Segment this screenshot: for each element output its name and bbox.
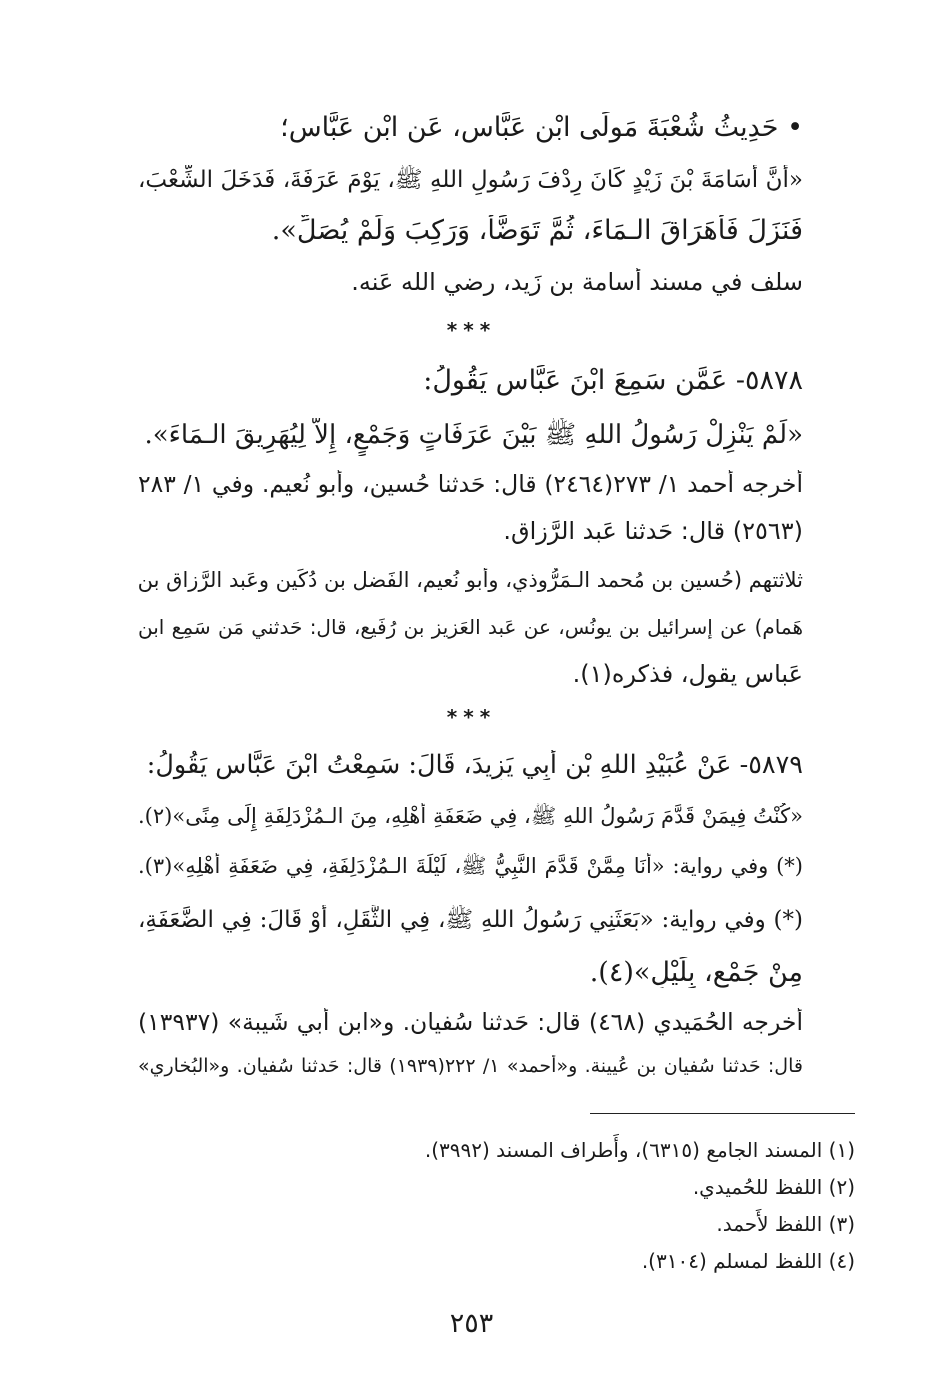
- hadith-text-line: «كُنْتُ فِيمَنْ قَدَّمَ رَسُولُ اللهِ ﷺ، فِي ضَعَفَةِ أَهْلِهِ، مِنَ الـمُزْدَلِفَةِ إِلَى مِنًى»(٢).: [138, 804, 803, 828]
- hadith-heading-5879: ٥٨٧٩- عَنْ عُبَيْدِ اللهِ بْنِ أَبِي يَزِيدَ، قَالَ: سَمِعْتُ ابْنَ عَبَّاسٍ يَقُولُ:: [146, 750, 803, 780]
- footnote-divider: [590, 1113, 855, 1114]
- section-heading: • حَدِيثُ شُعْبَةَ مَولَى ابْنِ عَبَّاسٍ، عَنِ ابْنِ عَبَّاسٍ؛: [280, 112, 803, 143]
- page-number: ٢٥٣: [449, 1308, 494, 1339]
- takhrij-line: أَخرجه أَحمد ١/ ٢٧٣(٢٤٦٤) قال: حَدثنا حُسين، وأَبو نُعيم. وفي ١/ ٢٨٣: [138, 470, 803, 498]
- takhrij-line: أَخرجه الحُمَيدي (٤٦٨) قال: حَدثنا سُفيان. و«ابن أَبي شَيبة» (١٣٩٣٧): [138, 1008, 803, 1036]
- cross-reference-note: سلف في مسند أُسامة بن زَيد، رضي الله عَنه.: [351, 268, 803, 296]
- riwaya-line: مِنْ جَمْعٍ، بِلَيْلٍ»(٤).: [589, 957, 803, 988]
- takhrij-line: (٢٥٦٣) قال: حَدثنا عَبد الرَّزاق.: [503, 517, 803, 545]
- section-separator: ***: [446, 318, 497, 342]
- hadith-heading-5878: ٥٨٧٨- عَمَّن سَمِعَ ابْنَ عَبَّاسٍ يَقُولُ:: [423, 365, 803, 396]
- footnote-4: (٤) اللفظ لمسلم (٣١٠٤).: [641, 1249, 855, 1273]
- section-separator: ***: [446, 705, 497, 729]
- footnote-1: (١) المسند الجامع (٦٣١٥)، وأَطراف المسند (٣٩٩٢).: [424, 1138, 855, 1162]
- takhrij-line: ثلاثتهم (حُسين بن مُحمد الـمَرُّوذي، وأَبو نُعيم، الفَضل بن دُكَين وعَبد الرَّزاق بن: [138, 568, 803, 592]
- takhrij-line: هَمام) عن إِسرائيل بن يونُس، عن عَبد العَزيز بن رُفَيع، قال: حَدثني مَن سَمِع ابن: [138, 615, 803, 639]
- takhrij-line: عَباس يقول، فذكره(١).: [572, 660, 803, 688]
- footnote-2: (٢) اللفظ للحُميدي.: [692, 1175, 855, 1199]
- hadith-text-line: «أَنَّ أُسَامَةَ بْنَ زَيْدٍ كَانَ رِدْفَ رَسُولِ اللهِ ﷺ، يَوْمَ عَرَفَةَ، فَدَخَلَ الشِّعْبَ،: [138, 167, 803, 193]
- hadith-text-line: فَنَزَلَ فَأَهَرَاقَ الـمَاءَ، ثُمَّ تَوَضَّأَ، وَرَكِبَ وَلَمْ يُصَلِّ».: [271, 215, 803, 246]
- riwaya-line: (*) وفي رواية: «أَنَا مِمَّنْ قَدَّمَ النَّبِيُّ ﷺ، لَيْلَةَ الـمُزْدَلِفَةِ، فِي ضَعَفَةِ أَهْلِهِ»(٣).: [138, 854, 803, 878]
- footnote-3: (٣) اللفظ لأَحمد.: [716, 1212, 855, 1236]
- riwaya-line: (*) وفي رواية: «بَعَثَنِي رَسُولُ اللهِ ﷺ، فِي الثَّقَلِ، أَوْ قَالَ: فِي الضَّعَفَةِ،: [138, 907, 803, 933]
- hadith-text-line: «لَمْ يَنْزِلْ رَسُولُ اللهِ ﷺ بَيْنَ عَرَفَاتٍ وَجَمْعٍ، إِلاَّ لِيُهَرِيقَ الـمَاءَ».: [144, 420, 803, 450]
- takhrij-line: قال: حَدثنا سُفيان بن عُيينة. و«أَحمد» ١/ ٢٢٢(١٩٣٩) قال: حَدثنا سُفيان. و«البُخاري»: [138, 1055, 803, 1077]
